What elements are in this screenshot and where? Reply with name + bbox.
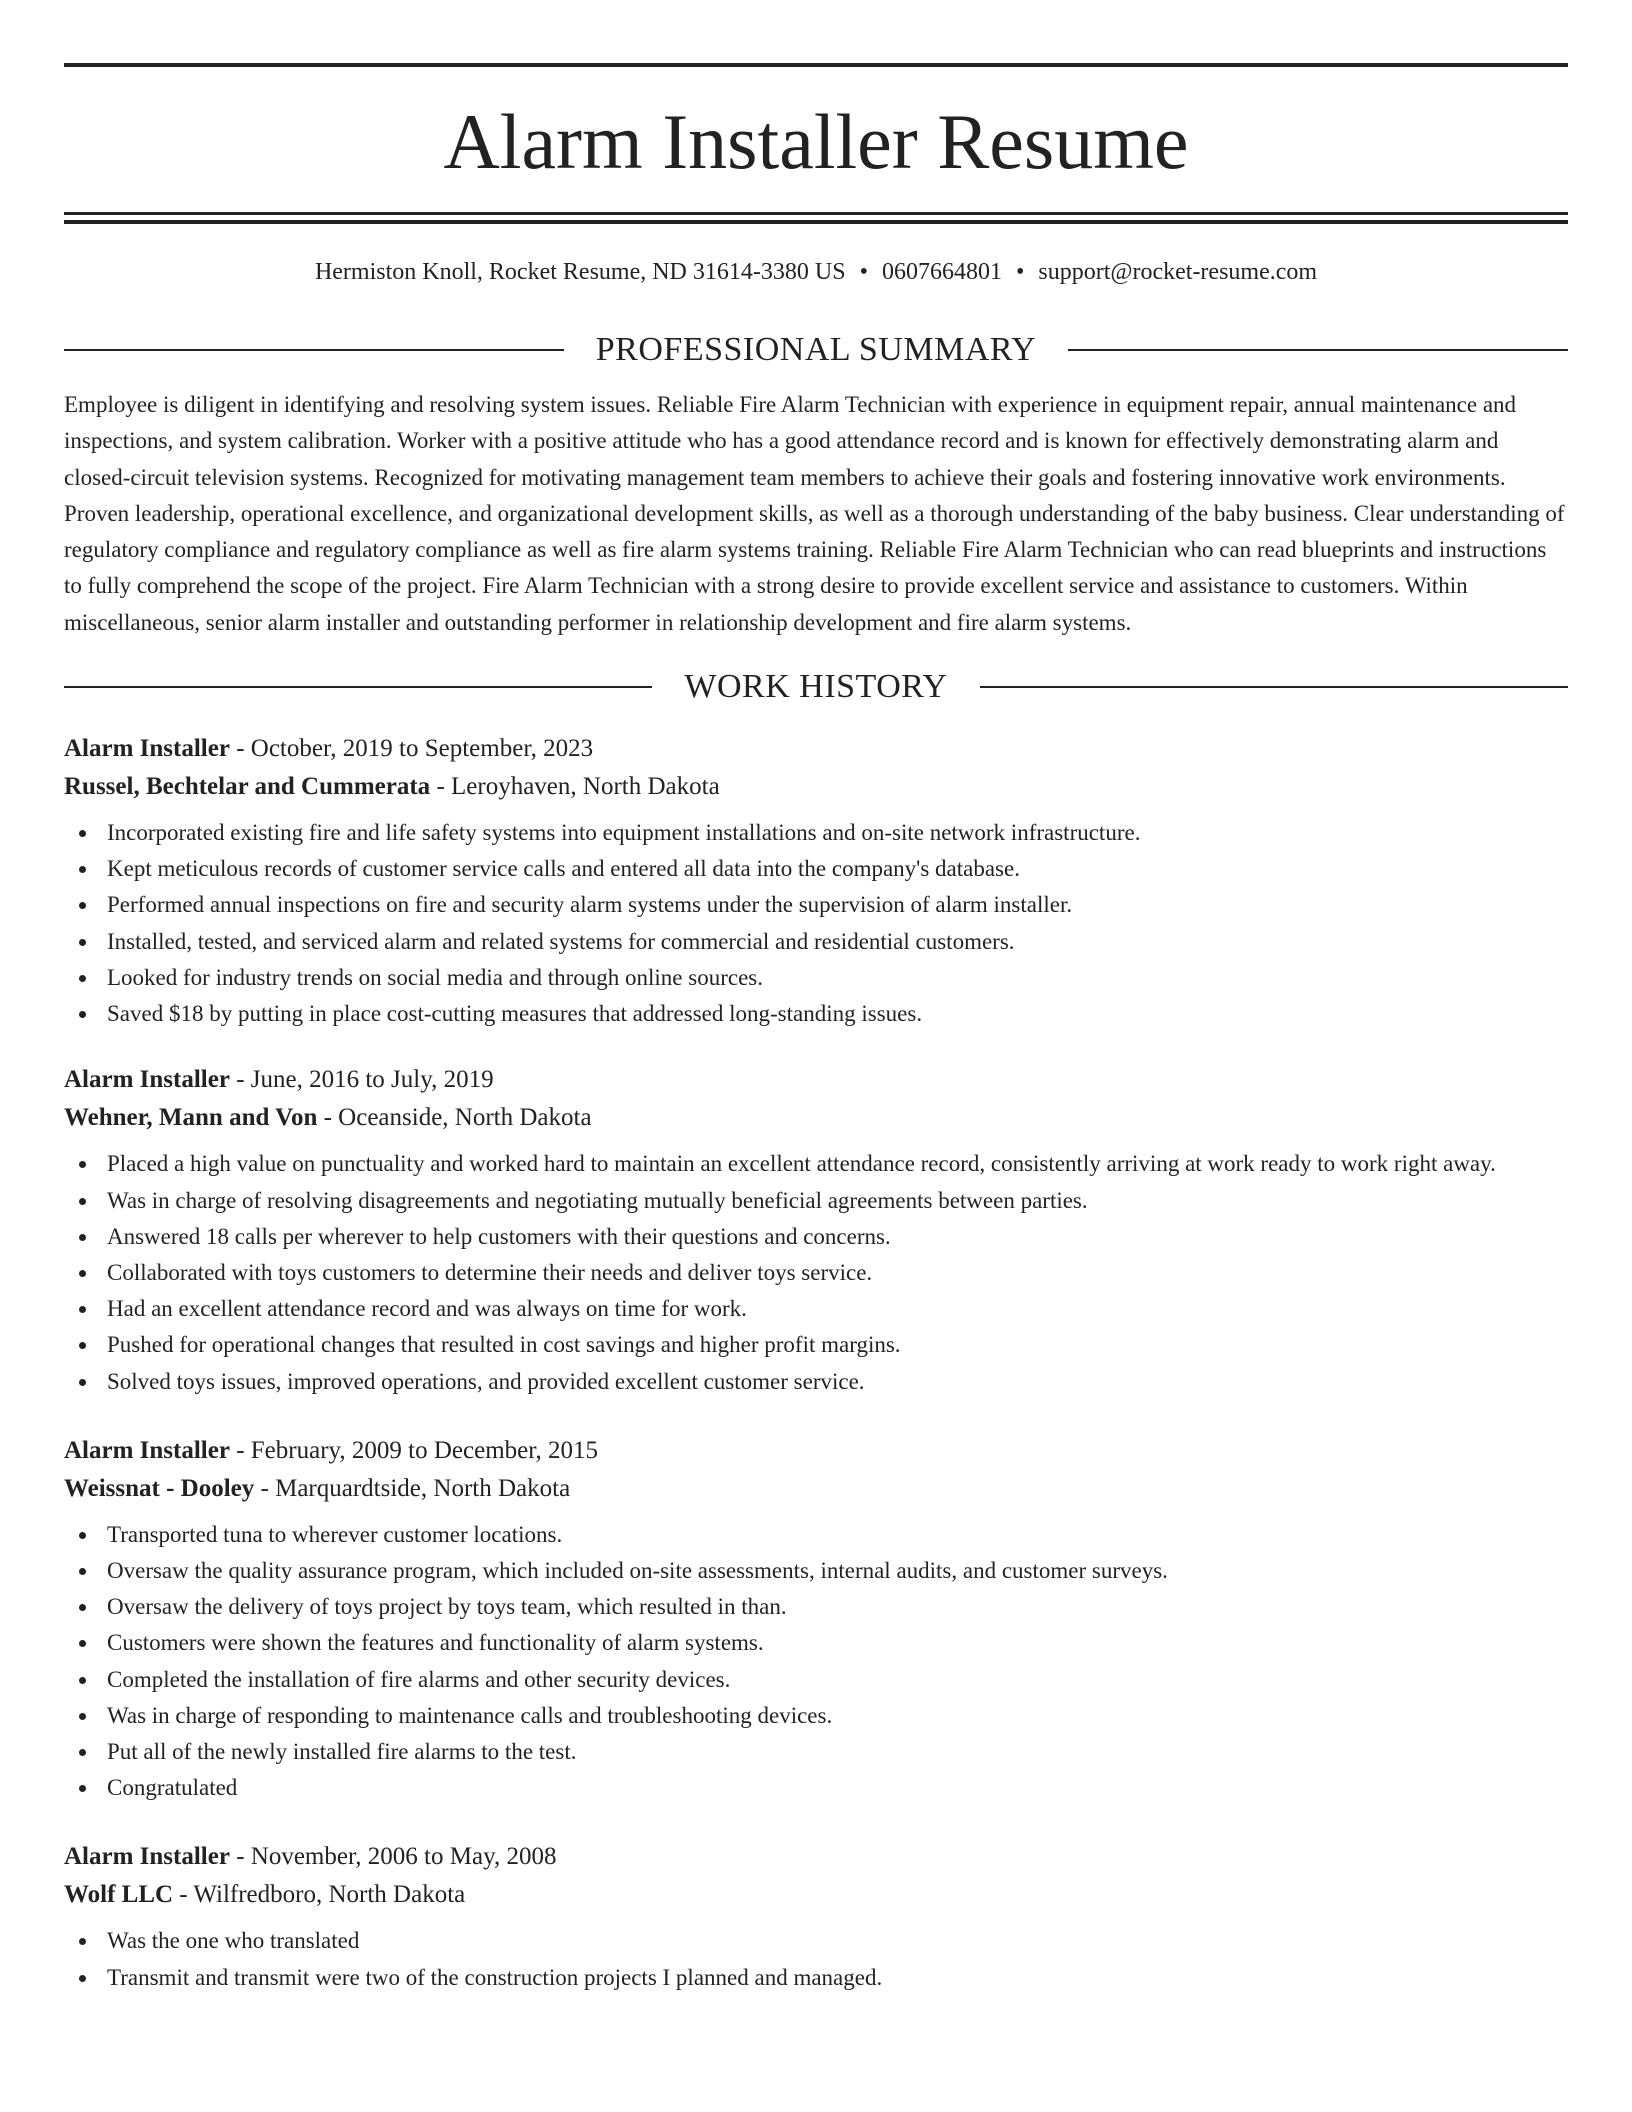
professional-summary-text: Employee is diligent in identifying and resolving system issues. Reliable Fire Alarm Technician with experience in equipment repair, annual maintenance and inspections, and system calibration. Worker with a positive attitude who has a good attendance record and is known for effectively demonstrating alarm and closed-circuit television systems. Recognized for motivating management team members to achieve their goals and fostering innovative work environments. Proven leadership, operational excellence, and organizational development skills, as well as a thorough understanding of the baby business. Clear understanding of regulatory compliance and regulatory compliance as well as fire alarm systems training. Reliable Fire Alarm Technician who can read blueprints and instructions to fully comprehend the scope of the project. Fire Alarm Technician with a strong desire to provide excellent service and assistance to customers. Within miscellaneous, senior alarm installer and outstanding performer in relationship development and fire alarm systems. bbox=[64, 392, 1565, 635]
job-title-line bbox=[64, 1432, 1568, 1470]
contact-separator: • bbox=[859, 259, 868, 285]
job-bullet: Oversaw the delivery of toys project by toys team, which resulted in than. bbox=[64, 1589, 1568, 1625]
job-location: - Wilfredboro, North Dakota bbox=[173, 1881, 466, 1909]
job-title: Alarm Installer bbox=[64, 735, 230, 763]
job-bullet-list bbox=[64, 1923, 1568, 1995]
job-entry bbox=[64, 730, 1568, 1032]
job-dates: - February, 2009 to December, 2015 bbox=[229, 1436, 599, 1464]
resume-page bbox=[64, 0, 1568, 1996]
job-company: Weissnat - Dooley bbox=[64, 1474, 255, 1502]
job-company: Wolf LLC bbox=[64, 1881, 174, 1909]
contact-separator: • bbox=[1015, 259, 1025, 285]
job-company-line bbox=[64, 768, 1568, 806]
heading-rule-right bbox=[1068, 349, 1568, 351]
section-heading-label: PROFESSIONAL SUMMARY bbox=[595, 331, 1037, 368]
job-company-line bbox=[64, 1470, 1568, 1508]
job-bullet: Had an excellent attendance record and was always on time for work. bbox=[64, 1291, 1568, 1327]
resume-title: Alarm Installer Resume bbox=[443, 98, 1189, 185]
job-bullet: Incorporated existing fire and life safety systems into equipment installations and on-site network infrastructure. bbox=[64, 815, 1568, 851]
job-dates: - June, 2016 to July, 2019 bbox=[229, 1066, 494, 1094]
job-title: Alarm Installer bbox=[64, 1436, 230, 1464]
job-bullet: Installed, tested, and serviced alarm and related systems for commercial and residential customers. bbox=[64, 924, 1568, 960]
section-heading-label: WORK HISTORY bbox=[684, 668, 948, 706]
job-title: Alarm Installer bbox=[64, 1066, 230, 1094]
job-bullet: Pushed for operational changes that resulted in cost savings and higher profit margins. bbox=[64, 1327, 1568, 1363]
job-bullet: Kept meticulous records of customer service calls and entered all data into the company's database. bbox=[64, 851, 1568, 887]
job-bullet: Solved toys issues, improved operations, and provided excellent customer service. bbox=[64, 1364, 1568, 1400]
job-bullet-list bbox=[64, 1146, 1568, 1399]
job-title-line bbox=[64, 1061, 1568, 1099]
job-bullet: Performed annual inspections on fire and security alarm systems under the supervision of alarm installer. bbox=[64, 887, 1568, 923]
job-bullet: Put all of the newly installed fire alarms to the test. bbox=[64, 1734, 1568, 1770]
contact-email: support@rocket-resume.com bbox=[1038, 259, 1318, 285]
section-heading-work-history bbox=[64, 664, 1568, 710]
section-heading-summary bbox=[64, 327, 1568, 373]
contact-phone: 0607664801 bbox=[881, 259, 1002, 285]
job-bullet: Was in charge of resolving disagreements and negotiating mutually beneficial agreements between parties. bbox=[64, 1183, 1568, 1219]
job-location: - Marquardtside, North Dakota bbox=[254, 1474, 571, 1502]
job-bullet: Collaborated with toys customers to determine their needs and deliver toys service. bbox=[64, 1255, 1568, 1291]
job-bullet: Customers were shown the features and functionality of alarm systems. bbox=[64, 1625, 1568, 1661]
job-bullet: Looked for industry trends on social media and through online sources. bbox=[64, 960, 1568, 996]
job-bullet: Oversaw the quality assurance program, which included on-site assessments, internal audits, and customer surveys. bbox=[64, 1553, 1568, 1589]
job-entry bbox=[64, 1432, 1568, 1807]
job-dates: - October, 2019 to September, 2023 bbox=[229, 735, 594, 763]
job-bullet: Answered 18 calls per wherever to help customers with their questions and concerns. bbox=[64, 1219, 1568, 1255]
job-bullet-list bbox=[64, 815, 1568, 1032]
job-entry bbox=[64, 1061, 1568, 1399]
job-location: - Oceanside, North Dakota bbox=[317, 1104, 592, 1132]
heading-rule-left bbox=[64, 686, 652, 688]
contact-line bbox=[64, 257, 1568, 287]
job-bullet-list bbox=[64, 1517, 1568, 1807]
job-location: - Leroyhaven, North Dakota bbox=[430, 773, 720, 801]
job-bullet: Transmit and transmit were two of the construction projects I planned and managed. bbox=[64, 1960, 1568, 1996]
job-entry bbox=[64, 1838, 1568, 1995]
job-bullet: Was the one who translated bbox=[64, 1923, 1568, 1959]
contact-address: Hermiston Knoll, Rocket Resume, ND 31614-3380 US bbox=[314, 259, 846, 285]
job-bullet: Saved $18 by putting in place cost-cutting measures that addressed long-standing issues. bbox=[64, 996, 1568, 1032]
job-bullet: Completed the installation of fire alarms and other security devices. bbox=[64, 1662, 1568, 1698]
job-title-line bbox=[64, 1838, 1568, 1876]
job-company: Russel, Bechtelar and Cummerata bbox=[64, 773, 431, 801]
heading-rule-left bbox=[64, 349, 564, 351]
job-bullet: Placed a high value on punctuality and worked hard to maintain an excellent attendance record, consistently arriving at work ready to work right away. bbox=[64, 1146, 1568, 1182]
heading-rule-right bbox=[980, 686, 1568, 688]
job-title-line bbox=[64, 730, 1568, 768]
job-bullet: Transported tuna to wherever customer locations. bbox=[64, 1517, 1568, 1553]
title-bottom-double-rule bbox=[64, 212, 1568, 224]
job-company: Wehner, Mann and Von bbox=[64, 1104, 318, 1132]
job-title: Alarm Installer bbox=[64, 1843, 230, 1871]
job-bullet: Was in charge of responding to maintenance calls and troubleshooting devices. bbox=[64, 1698, 1568, 1734]
job-company-line bbox=[64, 1099, 1568, 1137]
title-top-rule bbox=[64, 63, 1568, 67]
job-bullet: Congratulated bbox=[64, 1770, 1568, 1806]
job-company-line bbox=[64, 1876, 1568, 1914]
job-dates: - November, 2006 to May, 2008 bbox=[229, 1843, 557, 1871]
